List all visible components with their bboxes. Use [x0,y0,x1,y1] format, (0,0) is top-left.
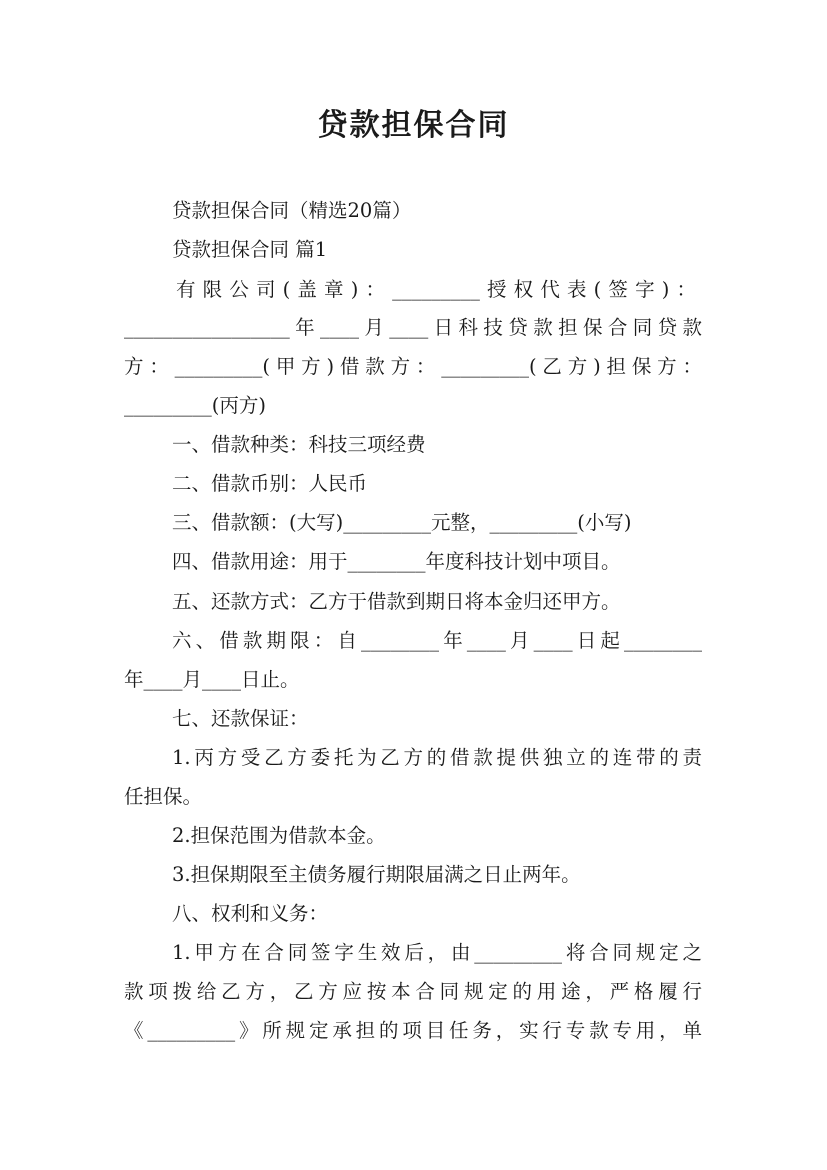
clause-line: 六、借款期限：自________年____月____日起________ [172,629,702,652]
paragraph-line: _________(丙方) [124,394,266,417]
clause-line: 3.担保期限至主债务履行期限届满之日止两年。 [172,863,581,886]
paragraph-line: _________________年____月____日科技贷款担保合同贷款 [124,316,702,339]
subtitle-line: 贷款担保合同（精选20篇） [172,199,412,222]
clause-line: 《_________》所规定承担的项目任务，实行专款专用，单 [124,1019,702,1042]
document-title: 贷款担保合同 [317,108,510,143]
clause-line: 任担保。 [124,785,203,808]
clause-line: 四、借款用途：用于________年度科技计划中项目。 [172,550,621,573]
clause-line: 2.担保范围为借款本金。 [172,824,386,847]
clause-line: 七、还款保证： [172,707,309,730]
clause-line: 二、借款币别：人民币 [172,472,368,495]
clause-line: 1.甲方在合同签字生效后，由_________将合同规定之 [172,941,702,964]
clause-line: 五、还款方式：乙方于借款到期日将本金归还甲方。 [172,590,621,613]
clause-line: 三、借款额：(大写)_________元整，_________(小写) [172,511,632,534]
clause-line: 1.丙方受乙方委托为乙方的借款提供独立的连带的责 [172,746,702,769]
clause-line: 八、权利和义务： [172,902,329,925]
section-heading: 贷款担保合同 篇1 [172,238,328,261]
clause-line: 年____月____日止。 [124,668,300,691]
clause-line: 一、借款种类：科技三项经费 [172,433,426,456]
clause-line: 款项拨给乙方，乙方应按本合同规定的用途，严格履行 [124,980,702,1003]
paragraph-line: 有限公司(盖章)：_________授权代表(签字)： [176,278,696,301]
paragraph-line: 方：_________(甲方)借款方：_________(乙方)担保方： [124,355,702,378]
